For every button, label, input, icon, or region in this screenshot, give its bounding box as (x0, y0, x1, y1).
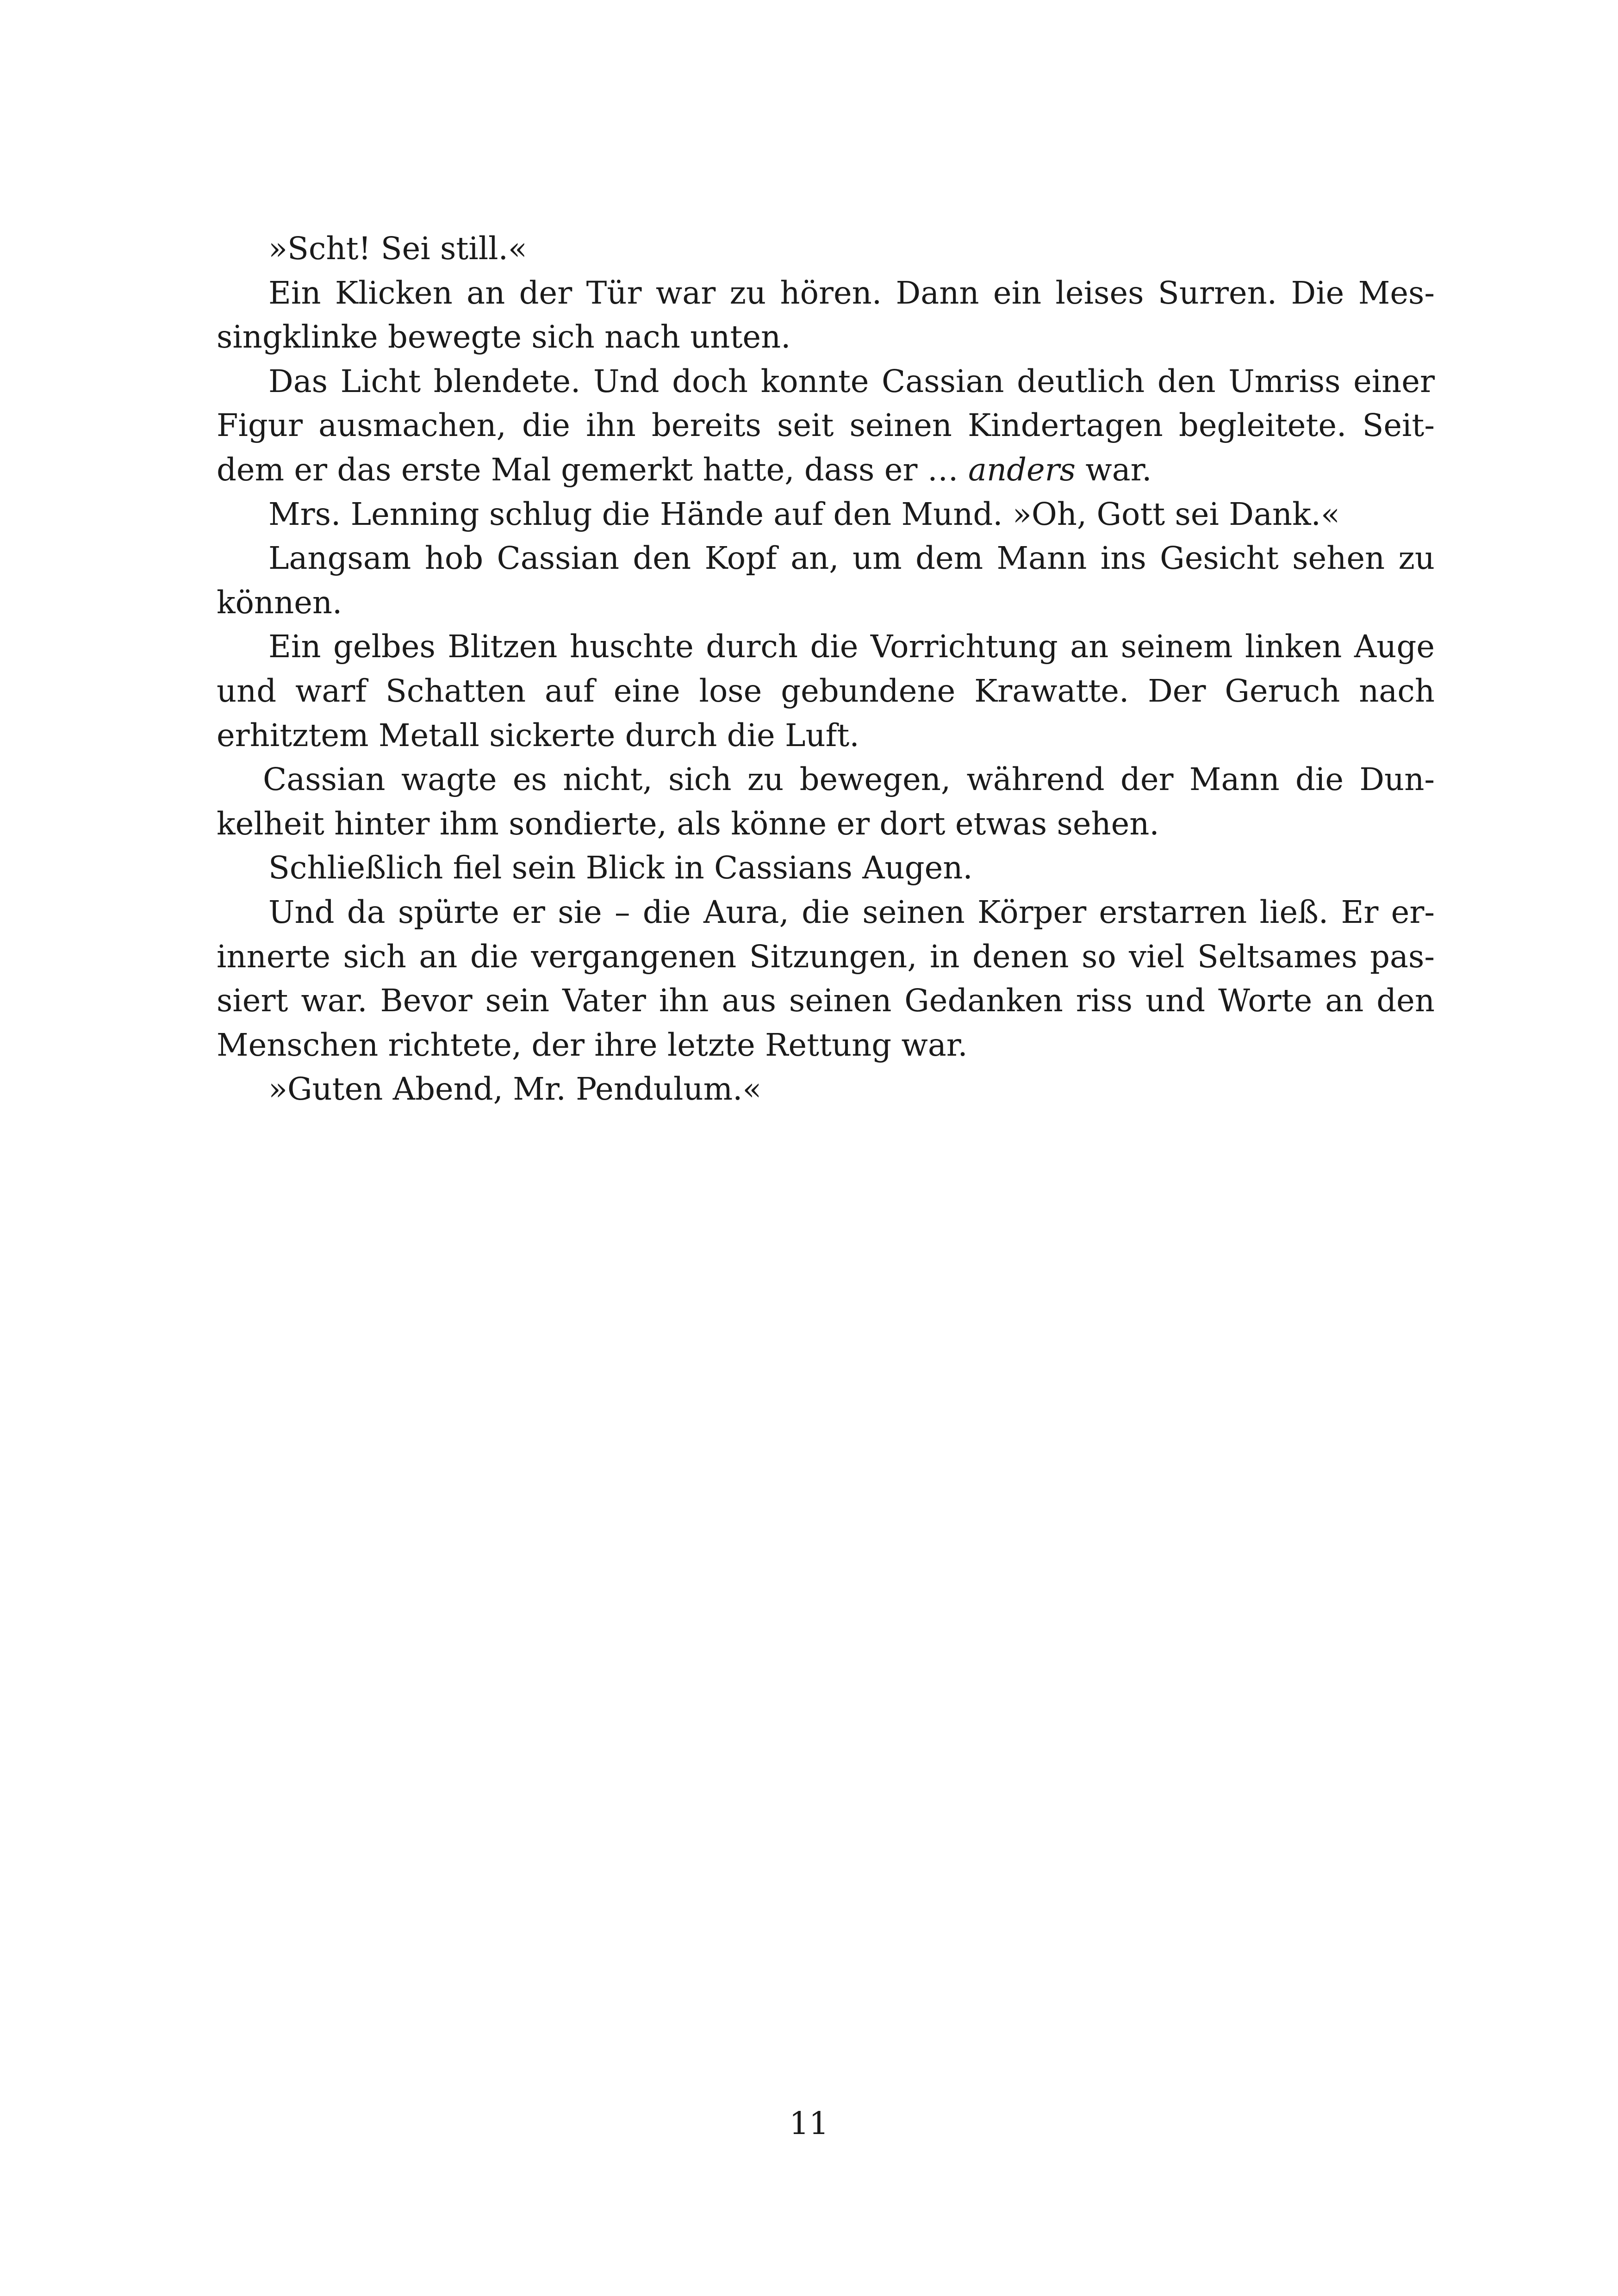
text-line: Cassian wagte es nicht, sich zu bewegen, während der Mann die Dun- (263, 761, 1435, 798)
text-segment: dem er das erste Mal gemerkt hatte, dass er … (217, 451, 968, 488)
text-segment: war. (1076, 451, 1152, 488)
text-line: Menschen richtete, der ihre letzte Rettung war. (217, 1027, 968, 1063)
text-line: »Guten Abend, Mr. Pendulum.« (268, 1071, 762, 1108)
paragraph-2 (217, 271, 1435, 360)
page-number: 11 (789, 2105, 829, 2141)
text-line: Schließlich fiel sein Blick in Cassians Augen. (268, 850, 973, 886)
text-line: Und da spürte er sie – die Aura, die seinen Körper erstarren ließ. Er er- (268, 894, 1435, 930)
paragraph-4 (217, 492, 1435, 537)
paragraph-8 (217, 846, 1435, 890)
text-line: Das Licht blendete. Und doch konnte Cassian deutlich den Umriss einer (268, 363, 1435, 399)
text-line: singklinke bewegte sich nach unten. (217, 319, 791, 355)
text-line: können. (217, 584, 342, 621)
paragraph-9 (217, 890, 1435, 1067)
text-line: Mrs. Lenning schlug die Hände auf den Mund. »Oh, Gott sei Dank.« (268, 496, 1340, 532)
emphasis-text: anders (968, 451, 1076, 488)
text-line: innerte sich an die vergangenen Sitzungen, in denen so viel Seltsames pas- (217, 938, 1435, 975)
text-line: Figur ausmachen, die ihn bereits seit seinen Kindertagen begleitete. Seit- (217, 407, 1435, 444)
paragraph-7 (217, 758, 1435, 846)
text-line (217, 448, 1435, 492)
text-line: »Scht! Sei still.« (268, 230, 527, 267)
paragraph-3 (217, 360, 1435, 492)
text-line: siert war. Bevor sein Vater ihn aus seinen Gedanken riss und Worte an den (217, 983, 1435, 1019)
text-line: erhitztem Metall sickerte durch die Luft. (217, 717, 859, 753)
text-line: kelheit hinter ihm sondierte, als könne er dort etwas sehen. (217, 805, 1159, 842)
text-line: Ein Klicken an der Tür war zu hören. Dann ein leises Surren. Die Mes- (268, 274, 1435, 311)
text-line: Langsam hob Cassian den Kopf an, um dem Mann ins Gesicht sehen zu (268, 540, 1435, 577)
paragraph-6 (217, 625, 1435, 758)
paragraph-10 (217, 1067, 1435, 1112)
body-text (217, 227, 1435, 1112)
paragraph-1 (217, 227, 1435, 271)
text-line: und warf Schatten auf eine lose gebundene Krawatte. Der Geruch nach (217, 672, 1435, 709)
paragraph-5 (217, 536, 1435, 625)
text-line: Ein gelbes Blitzen huschte durch die Vorrichtung an seinem linken Auge (268, 628, 1435, 665)
